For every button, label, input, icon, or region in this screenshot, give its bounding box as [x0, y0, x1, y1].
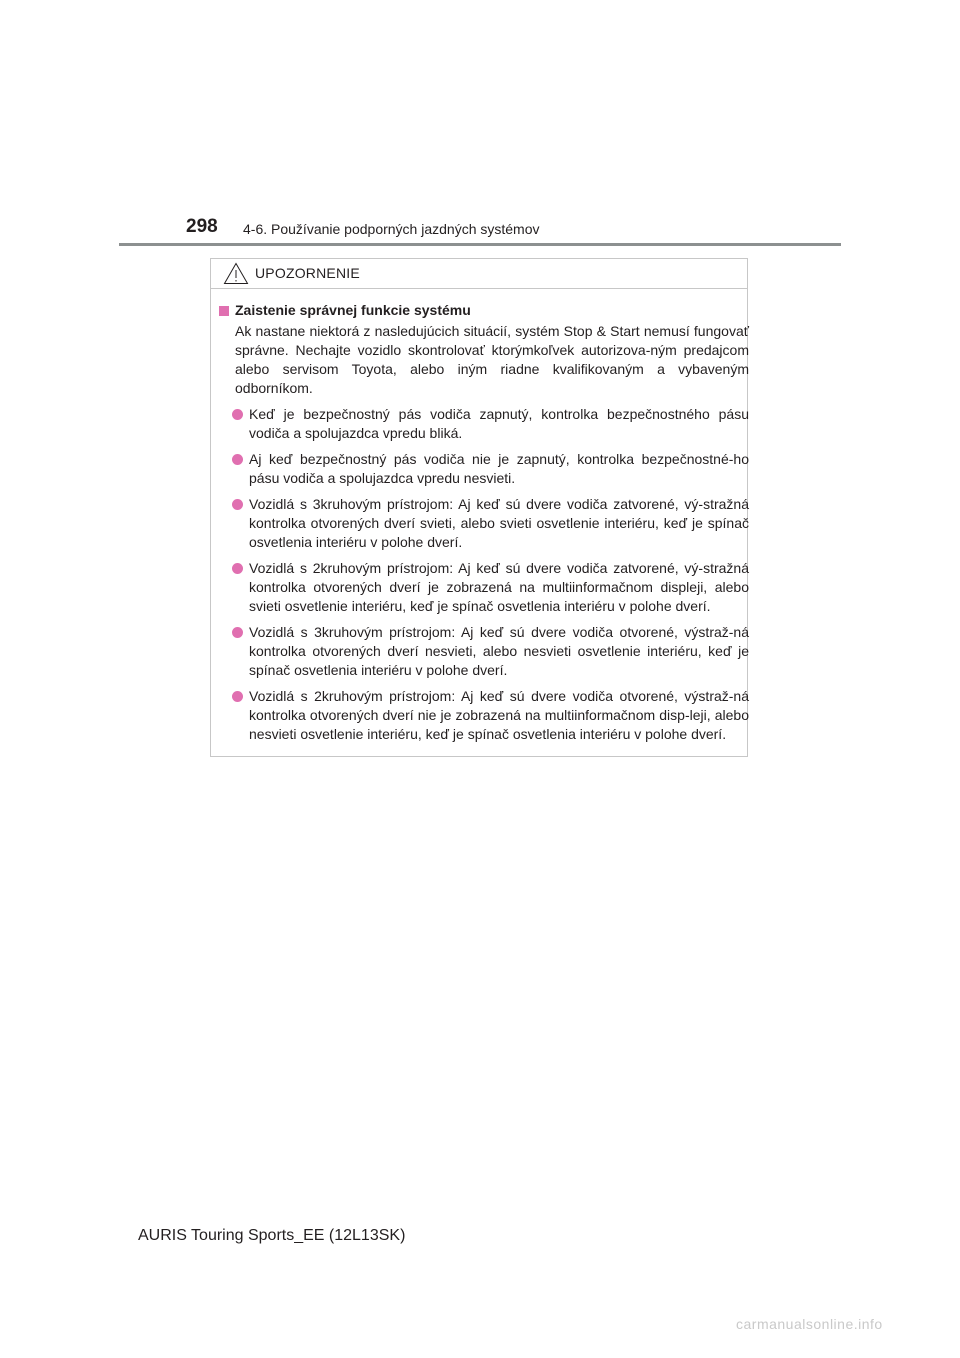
watermark: carmanualsonline.info [736, 1316, 883, 1332]
list-item [217, 687, 749, 744]
warning-triangle-icon [223, 262, 249, 285]
subheading-text: Zaistenie správnej funkcie systému [235, 302, 471, 318]
list-item-text: Vozidlá s 3kruhovým prístrojom: Aj keď sú dvere vodiča otvorené, výstraž-ná kontrolka otvorených dverí nesvieti, alebo nesvieti osvetlenie interiéru, keď je spínač osvetlenia interiéru v polohe dverí. [249, 624, 749, 678]
warning-body [211, 289, 747, 744]
list-item-text: Vozidlá s 3kruhovým prístrojom: Aj keď sú dvere vodiča zatvorené, vý-stražná kontrolka otvorených dverí svieti, alebo svieti osvetlenie interiéru, keď je spínač osvetlenia interiéru v polohe dverí. [249, 496, 749, 550]
page-number: 298 [186, 216, 218, 237]
bullet-dot-icon [232, 499, 243, 510]
list-item-text: Aj keď bezpečnostný pás vodiča nie je zapnutý, kontrolka bezpečnostné-ho pásu vodiča a spolujazdca vpredu nesvieti. [249, 451, 749, 486]
square-bullet-icon [219, 306, 229, 316]
footer-model-code: AURIS Touring Sports_EE (12L13SK) [138, 1227, 406, 1244]
list-item [217, 405, 749, 443]
list-item [217, 495, 749, 552]
list-item [217, 623, 749, 680]
list-item-text: Vozidlá s 2kruhovým prístrojom: Aj keď sú dvere vodiča otvorené, výstraž-ná kontrolka otvorených dverí nie je zobrazená na multiinformačnom disp-leji, alebo nesvieti osvetlenie interiéru, keď je spínač osvetlenia interiéru v polohe dverí. [249, 688, 749, 742]
bullet-dot-icon [232, 409, 243, 420]
intro-paragraph: Ak nastane niektorá z nasledujúcich situácií, systém Stop & Start nemusí fungovať správne. Nechajte vozidlo skontrolovať ktorýmkoľvek autorizova-ným predajcom alebo servisom Toyota, alebo iným riadne kvalifikovaným a vybaveným odborníkom. [235, 323, 749, 396]
bullet-dot-icon [232, 627, 243, 638]
section-title: 4-6. Používanie podporných jazdných systémov [243, 221, 540, 237]
list-item [217, 559, 749, 616]
bullet-list [217, 405, 749, 744]
bullet-dot-icon [232, 563, 243, 574]
list-item-text: Keď je bezpečnostný pás vodiča zapnutý, kontrolka bezpečnostného pásu vodiča a spolujazdca vpredu bliká. [249, 406, 749, 441]
bullet-dot-icon [232, 454, 243, 465]
warning-header [211, 259, 747, 289]
header-divider [119, 243, 841, 246]
subheading [219, 301, 741, 320]
list-item-text: Vozidlá s 2kruhovým prístrojom: Aj keď sú dvere vodiča zatvorené, vý-stražná kontrolka otvorených dverí je zobrazená na multiinformačnom displeji, alebo svieti osvetlenie interiéru, keď je spínač osvetlenia interiéru v polohe dverí. [249, 560, 749, 614]
warning-box [210, 258, 748, 757]
list-item [217, 450, 749, 488]
warning-title: UPOZORNENIE [255, 265, 360, 281]
bullet-dot-icon [232, 691, 243, 702]
